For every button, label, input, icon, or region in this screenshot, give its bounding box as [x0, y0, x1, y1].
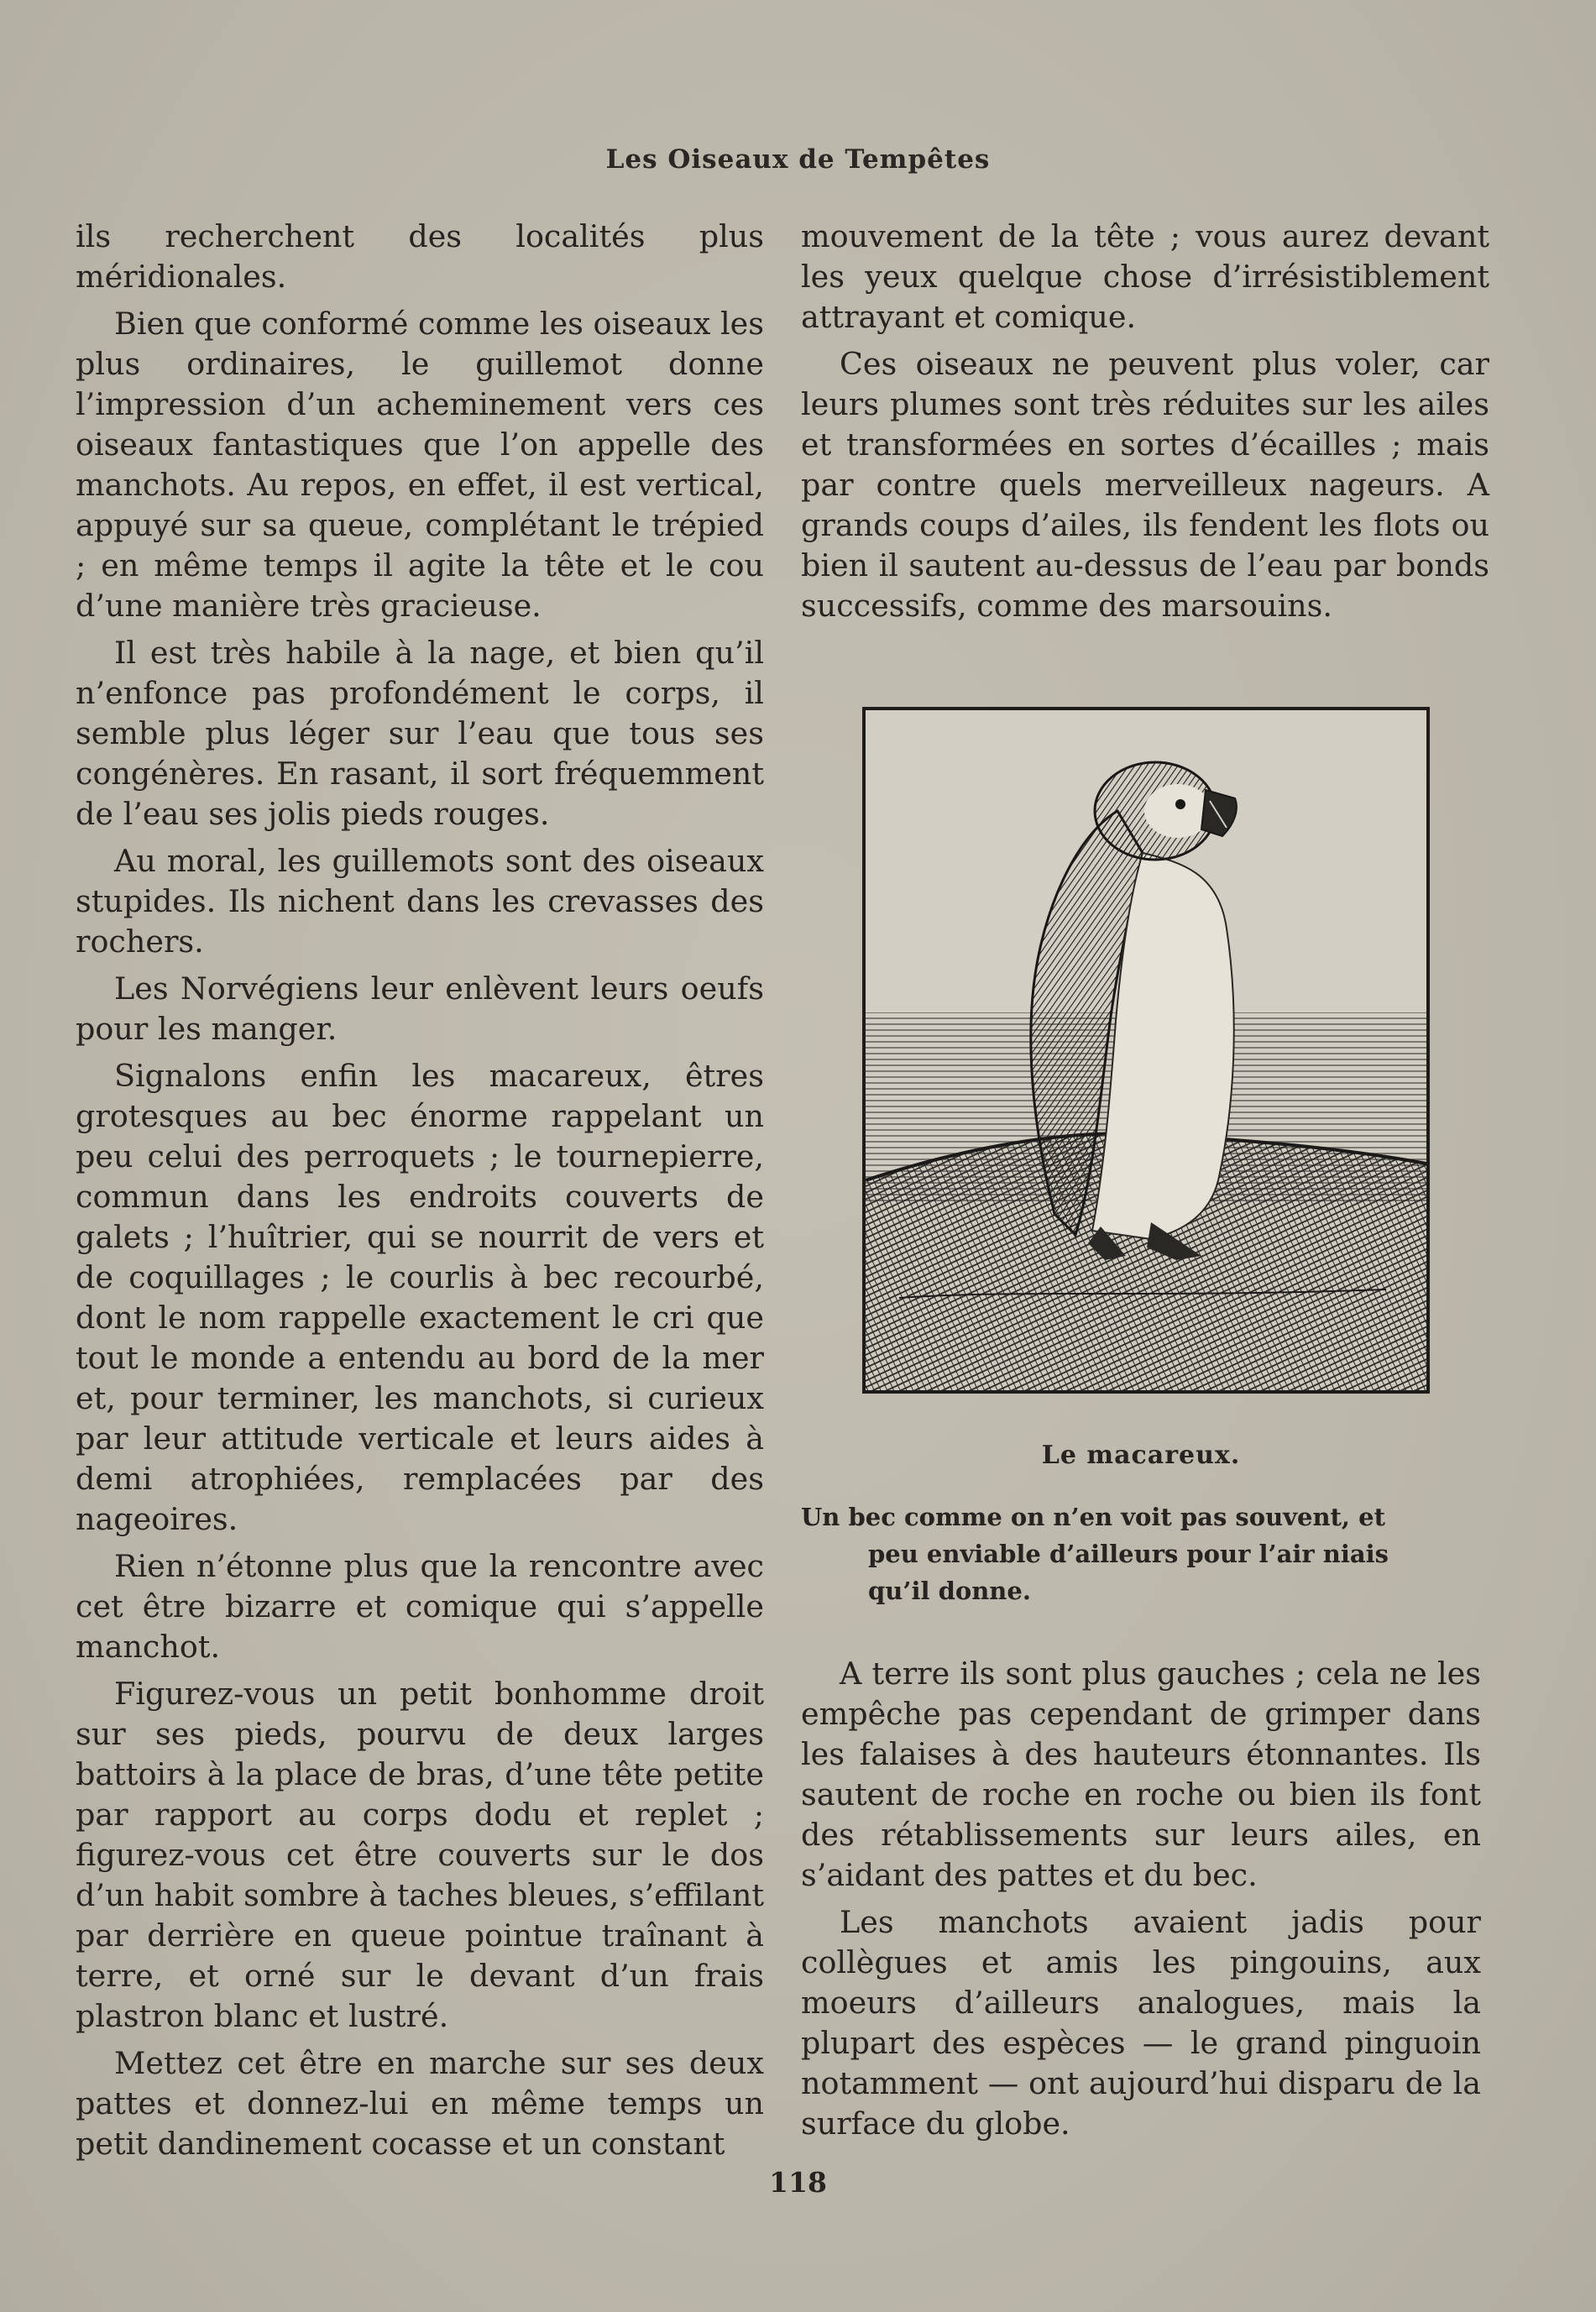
right-column-top	[801, 217, 1489, 626]
paragraph: Au moral, les guillemots sont des oiseaux stupides. Ils nichent dans les crevasses des rochers.	[76, 843, 764, 960]
paragraph: Signalons enfin les macareux, êtres grotesques au bec énorme rappelant un peu celui des perroquets ; le tournepierre, commun dans les endroits couverts de galets ; l’huîtrier, qui se nourrit de vers et de coquillages ; le courlis à bec recourbé, dont le nom rappelle exactement le cri que tout le monde a entendu au bord de la mer et, pour terminer, les manchots, si curieux par leur attitude verticale et leurs aides à demi atrophiées, remplacées par des nageoires.	[76, 1058, 764, 1537]
paragraph: Mettez cet être en marche sur ses deux pattes et donnez-lui en même temps un petit dandinement cocasse et un constant	[76, 2045, 764, 2162]
paragraph: mouvement de la tête ; vous aurez devant les yeux quelque chose d’irrésistiblement attrayant et comique.	[801, 218, 1489, 335]
puffin-engraving-icon	[866, 710, 1426, 1390]
paragraph: ils recherchent des localités plus méridionales.	[76, 218, 764, 295]
caption-line: qu’il donne.	[868, 1577, 1031, 1605]
caption-line: peu enviable d’ailleurs pour l’air niais	[868, 1540, 1389, 1568]
running-header: Les Oiseaux de Tempêtes	[605, 144, 991, 175]
paragraph: Figurez-vous un petit bonhomme droit sur ses pieds, pourvu de deux larges battoirs à la place de bras, d’une tête petite par rapport au corps dodu et replet ; figurez-vous cet être couverts sur le dos d’un habit sombre à taches bleues, s’effilant par derrière en queue pointue traînant à terre, et orné sur le devant d’un frais plastron blanc et lustré.	[76, 1676, 765, 2034]
paragraph: Les Norvégiens leur enlèvent leurs oeufs pour les manger.	[76, 970, 764, 1047]
figure-caption-title: Le macareux.	[1041, 1441, 1241, 1470]
figure-caption-text	[801, 1499, 1481, 1609]
paragraph: Rien n’étonne plus que la rencontre avec cet être bizarre et comique qui s’appelle manchot.	[76, 1548, 764, 1665]
paragraph: A terre ils sont plus gauches ; cela ne les empêche pas cependant de grimper dans les falaises à des hauteurs étonnantes. Ils sautent de roche en roche ou bien ils font des rétablissements sur leurs ailes, en s’aidant des pattes et du bec.	[801, 1656, 1481, 1893]
paragraph: Ces oiseaux ne peuvent plus voler, car leurs plumes sont très réduites sur les ailes et transformées en sortes d’écailles ; mais par contre quels merveilleux nageurs. A grands coups d’ailes, ils fendent les flots ou bien il sautent au-dessus de l’eau par bonds successifs, comme des marsouins.	[801, 346, 1489, 624]
right-column-bottom	[801, 1654, 1481, 2144]
caption-line: Un bec comme on n’en voit pas souvent, et	[801, 1503, 1385, 1531]
paragraph: Les manchots avaient jadis pour collègues et amis les pingouins, aux moeurs d’ailleurs analogues, mais la plupart des espèces — le grand pinguoin notamment — ont aujourd’hui disparu de la surface du globe.	[801, 1904, 1481, 2142]
page-number: 118	[769, 2166, 827, 2199]
puffin-illustration	[862, 707, 1430, 1394]
paragraph: Il est très habile à la nage, et bien qu’il n’enfonce pas profondément le corps, il semble plus léger sur l’eau que tous ses congénères. En rasant, il sort fréquemment de l’eau ses jolis pieds rouges.	[76, 635, 764, 832]
left-column	[76, 217, 764, 2164]
paragraph: Bien que conformé comme les oiseaux les plus ordinaires, le guillemot donne l’impression d’un acheminement vers ces oiseaux fantastiques que l’on appelle des manchots. Au repos, en effet, il est vertical, appuyé sur sa queue, complétant le trépied ; en même temps il agite la tête et le cou d’une manière très gracieuse.	[76, 306, 764, 624]
